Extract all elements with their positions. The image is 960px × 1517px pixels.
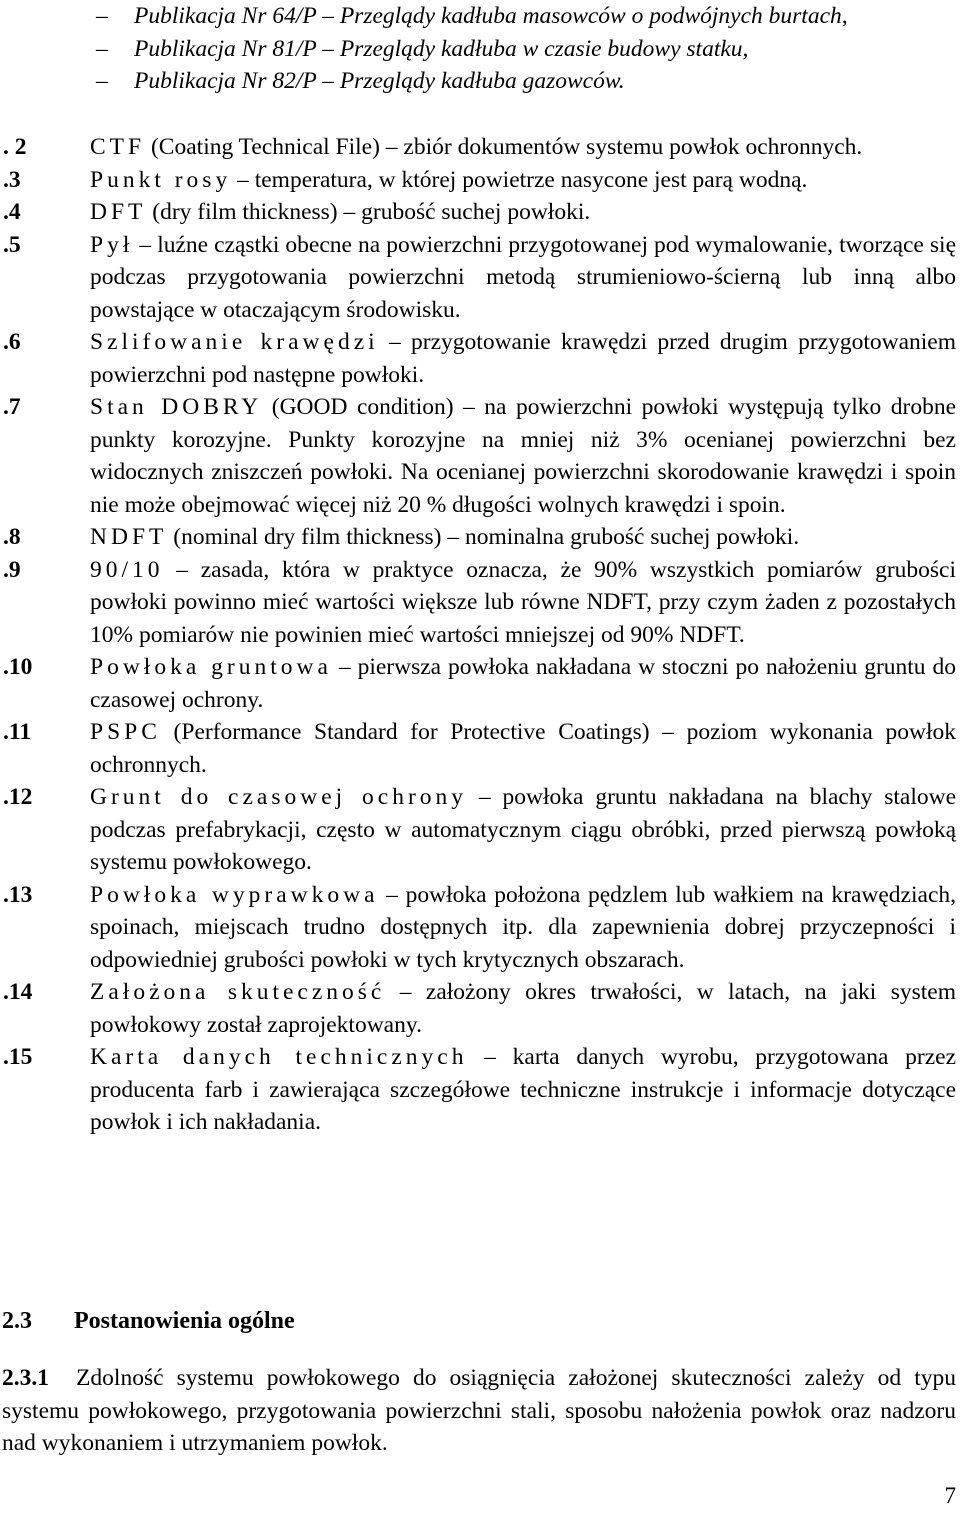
definition-number: .9 — [3, 556, 21, 583]
page-number: 7 — [944, 1483, 956, 1508]
definition-term: Punkt rosy — [90, 166, 232, 193]
definition-term: Pył — [90, 231, 134, 258]
bullet-dash: – — [96, 68, 108, 94]
definition-term: Stan DOBRY — [90, 394, 263, 420]
definition-item — [0, 521, 956, 554]
definition-term: Założona skuteczność — [90, 979, 386, 1005]
definition-item — [0, 229, 956, 327]
definition-number: .14 — [3, 979, 33, 1005]
paragraph-text: Zdolność systemu powłokowego do osiągnięcia założonej skuteczności zależy od typu systemu powłokowego, przygotowania powierzchni stali, sposobu nałożenia powłok oraz nadzoru nad wykonaniem i utrzymaniem powłok. — [2, 1365, 956, 1456]
section-number: 2.3 — [2, 1308, 32, 1334]
definition-text: – powłoka położona pędzlem lub wałkiem na krawędziach, spoinach, miejscach trudno dostępnych itp. dla zapewnienia dobrej przyczepności i odpowiedniej grubości powłoki w tych krytycznych obszarach. — [90, 881, 956, 973]
definition-text: – założony okres trwałości, w latach, na jaki system powłokowy został zaprojektowany. — [90, 979, 956, 1038]
definition-term: Szlifowanie krawędzi — [90, 329, 379, 355]
list-item — [96, 65, 956, 98]
publication-list — [96, 0, 956, 98]
definition-item — [0, 131, 956, 164]
definition-text: – przygotowanie krawędzi przed drugim przygotowaniem powierzchni pod następne powłoki. — [90, 329, 956, 388]
bullet-dash: – — [96, 35, 108, 62]
definition-number: .6 — [3, 329, 21, 355]
section-heading — [2, 1305, 295, 1338]
definition-number: .12 — [3, 784, 33, 810]
definition-term: Powłoka wyprawkowa — [90, 881, 379, 908]
definition-item — [0, 781, 956, 879]
definition-item — [0, 1041, 956, 1139]
definition-item — [0, 651, 956, 716]
definition-text: – pierwsza powłoka nakładana w stoczni po nałożeniu gruntu do czasowej ochrony. — [90, 654, 956, 713]
list-item — [96, 0, 956, 33]
definition-term: Grunt do czasowej ochrony — [90, 784, 468, 810]
definition-number: .11 — [3, 719, 32, 745]
definition-text: – temperatura, w której powietrze nasycone jest parą wodną. — [237, 166, 808, 193]
definition-term: DFT — [90, 199, 147, 225]
bullet-dash: – — [96, 3, 108, 29]
definition-item — [0, 716, 956, 781]
definition-item — [0, 326, 956, 391]
definition-text: (Performance Standard for Protective Coatings) – poziom wykonania powłok ochronnych. — [90, 719, 957, 778]
definition-number: .13 — [3, 881, 33, 908]
definition-text: (dry film thickness) – grubość suchej powłoki. — [152, 199, 591, 225]
definition-item — [0, 976, 956, 1041]
definition-number: .7 — [3, 394, 21, 420]
definition-text: (GOOD condition) – na powierzchni powłoki występują tylko drobne punkty korozyjne. Punkty korozyjne na mniej niż 3% ocenianej powierzchni bez widocznych zniszczeń powłoki. Na ocenianej powierzchni skorodowanie krawędzi i spoin nie może obejmować więcej niż 20 % długości wolnych krawędzi i spoin. — [90, 394, 956, 518]
definition-number: .4 — [3, 199, 21, 225]
definition-number: . 2 — [3, 134, 27, 160]
definition-text: (Coating Technical File) – zbiór dokumentów systemu powłok ochronnych. — [150, 134, 863, 160]
list-item-text: Publikacja Nr 64/P – Przeglądy kadłuba masowców o podwójnych burtach, — [134, 3, 848, 29]
definition-term: Powłoka gruntowa — [90, 654, 332, 680]
paragraph — [2, 1362, 956, 1460]
definition-item — [0, 391, 956, 521]
definition-text: – luźne cząstki obecne na powierzchni przygotowanej pod wymalowanie, tworzące się podczas przygotowania powierzchni metodą strumieniowo-ścierną lub inną albo powstające w otaczającym środowisku. — [90, 231, 957, 323]
list-item — [96, 33, 956, 66]
definition-item — [0, 164, 956, 197]
definition-number: .3 — [3, 166, 21, 193]
definition-number: .10 — [3, 654, 33, 680]
definitions-list — [0, 131, 956, 1139]
definition-number: .8 — [3, 524, 21, 550]
paragraph-number: 2.3.1 — [2, 1365, 49, 1391]
definition-number: .15 — [3, 1044, 33, 1070]
list-item-text: Publikacja Nr 81/P – Przeglądy kadłuba w czasie budowy statku, — [134, 35, 749, 62]
definition-term: 90/10 — [90, 556, 164, 583]
definition-text: (nominal dry film thickness) – nominalna grubość suchej powłoki. — [173, 524, 800, 550]
definition-term: Karta danych technicznych — [90, 1044, 468, 1070]
definition-item — [0, 879, 956, 977]
section-title: Postanowienia ogólne — [74, 1308, 295, 1334]
definition-term: PSPC — [90, 719, 161, 745]
definition-text: – zasada, która w praktyce oznacza, że 90% wszystkich pomiarów grubości powłoki powinno mieć wartości większe lub równe NDFT, przy czym żaden z pozostałych 10% pomiarów nie powinien mieć wartości mniejszej od 90% NDFT. — [90, 556, 956, 648]
definition-text: – karta danych wyrobu, przygotowana przez producenta farb i zawierająca szczegółowe techniczne instrukcje i informacje dotyczące powłok i ich nakładania. — [90, 1044, 956, 1135]
definition-text: – powłoka gruntu nakładana na blachy stalowe podczas prefabrykacji, często w automatycznym ciągu obróbki, przed pierwszą powłoką systemu powłokowego. — [90, 784, 956, 875]
list-item-text: Publikacja Nr 82/P – Przeglądy kadłuba gazowców. — [134, 68, 625, 94]
definition-item — [0, 196, 956, 229]
definition-term: CTF — [90, 134, 146, 160]
definition-number: .5 — [3, 231, 21, 258]
definition-term: NDFT — [90, 524, 168, 550]
definition-item — [0, 554, 956, 652]
